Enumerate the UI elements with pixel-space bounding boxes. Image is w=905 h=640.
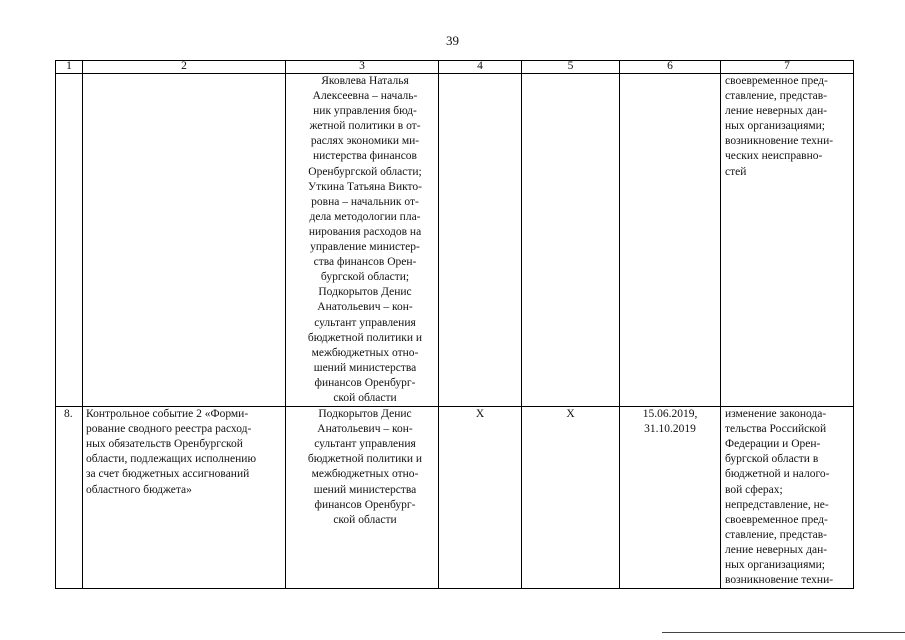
header-col-2: 2 <box>83 61 286 74</box>
col5-cell <box>522 74 620 407</box>
responsible-cell <box>286 74 439 407</box>
table-row <box>56 74 854 407</box>
event-cell <box>83 74 286 407</box>
header-col-1: 1 <box>56 61 83 74</box>
risks-text: изменение законода- тельства Российской Федерации и Орен- бургской области в бюджетной и налого- вой сферах; непредставление, не- своевременное пред- ставление, представ- ление неверных дан- ных организациями; возникновение техни- <box>725 408 834 587</box>
row-number: 8. <box>64 408 73 421</box>
header-col-5: 5 <box>522 61 620 74</box>
risks-cell <box>721 407 854 589</box>
date-cell <box>620 407 721 589</box>
date-text: 15.06.2019, 31.10.2019 <box>642 408 698 436</box>
row-number-cell <box>56 407 83 589</box>
row-number-cell <box>56 74 83 407</box>
col5-text: Х <box>566 408 575 421</box>
responsible-text: Яковлева Наталья Алексеевна – началь- ник управления бюд- жетной политики в от- раслях экономики ми- нистерства финансов Оренбургской области; Уткина Татьяна Викто- ровна – начальник от- дела методологии пла- нирования расходов на управление министер- ства финансов Орен- бургской области; Подкорытов Денис Анатольевич – кон- сультант управления бюджетной политики и межбюджетных отно- шений министерства финансов Оренбург- ской области <box>307 75 423 404</box>
risks-cell <box>721 74 854 407</box>
schedule-table <box>55 60 854 589</box>
date-cell <box>620 74 721 407</box>
responsible-cell <box>286 407 439 589</box>
risks-text: своевременное пред- ставление, представ- ление неверных дан- ных организациями; возникновение техни- ческих неисправно- стей <box>725 75 834 178</box>
table-row <box>56 407 854 589</box>
event-text: Контрольное событие 2 «Форми- рование сводного реестра расход- ных обязательств Оренбургской области, подлежащих исполнению за счет бюджетных ассигнований областного бюджета» <box>86 408 257 496</box>
header-col-6: 6 <box>620 61 721 74</box>
table-header-row <box>56 61 854 74</box>
page-number: 39 <box>446 33 459 48</box>
header-col-3: 3 <box>286 61 439 74</box>
header-col-4: 4 <box>439 61 522 74</box>
event-cell <box>83 407 286 589</box>
col4-cell <box>439 74 522 407</box>
header-col-7: 7 <box>721 61 854 74</box>
col5-cell <box>522 407 620 589</box>
bottom-rule-line <box>662 632 905 633</box>
responsible-text: Подкорытов Денис Анатольевич – кон- сультант управления бюджетной политики и межбюджетных отно- шений министерства финансов Оренбург- ской области <box>307 408 423 526</box>
col4-text: Х <box>475 408 485 421</box>
col4-cell <box>439 407 522 589</box>
